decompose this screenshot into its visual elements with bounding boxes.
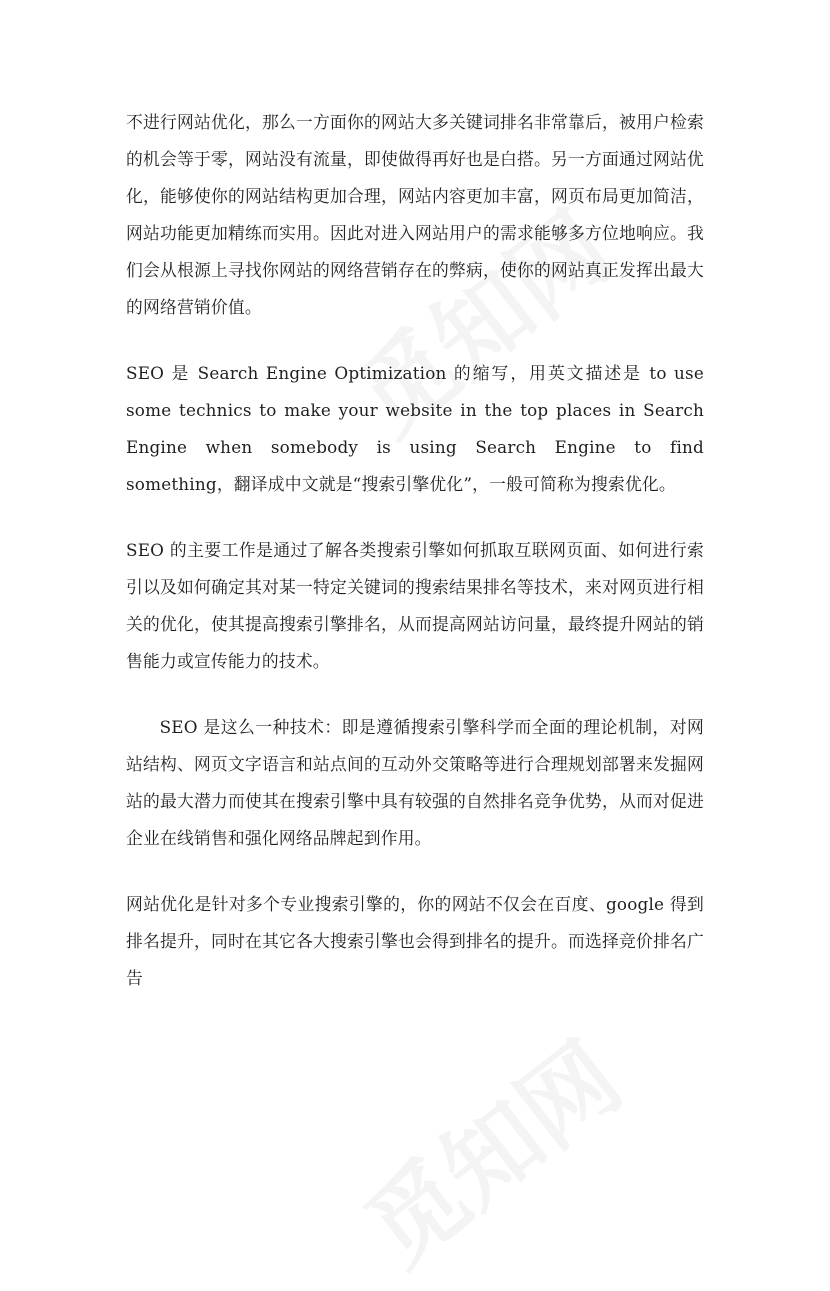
paragraph: 不进行网站优化，那么一方面你的网站大多关键词排名非常靠后，被用户检索的机会等于零，网站没有流量，即使做得再好也是白搭。另一方面通过网站优化，能够使你的网站结构更加合理，网站内容更加丰富，网页布局更加简洁，网站功能更加精练而实用。因此对进入网站用户的需求能够多方位地响应。我们会从根源上寻找你网站的网络营销存在的弊病，使你的网站真正发挥出最大的网络营销价值。 [126,112,704,317]
watermark [333,1006,644,1291]
paragraph: SEO 是这么一种技术：即是遵循搜索引擎科学而全面的理论机制，对网站结构、网页文字语言和站点间的互动外交策略等进行合理规划部署来发掘网站的最大潜力而使其在搜索引擎中具有较强的自然排名竞争优势，从而对促进企业在线销售和强化网络品牌起到作用。 [126,717,704,848]
paragraph: SEO 是 Search Engine Optimization 的缩写，用英文描述是 to use some technics to make your website in the top places in Search Engine when somebody is using Search Engine to find something，翻译成中文就是“搜索引擎优化”，一般可简称为搜索优化。 [126,363,704,494]
document-body [126,104,704,1026]
paragraph: 网站优化是针对多个专业搜索引擎的，你的网站不仅会在百度、google 得到排名提升，同时在其它各大搜索引擎也会得到排名的提升。而选择竞价排名广告 [126,894,704,988]
paragraph: SEO 的主要工作是通过了解各类搜索引擎如何抓取互联网页面、如何进行索引以及如何确定其对某一特定关键词的搜索结果排名等技术，来对网页进行相关的优化，使其提高搜索引擎排名，从而提高网站访问量，最终提升网站的销售能力或宣传能力的技术。 [126,540,704,671]
